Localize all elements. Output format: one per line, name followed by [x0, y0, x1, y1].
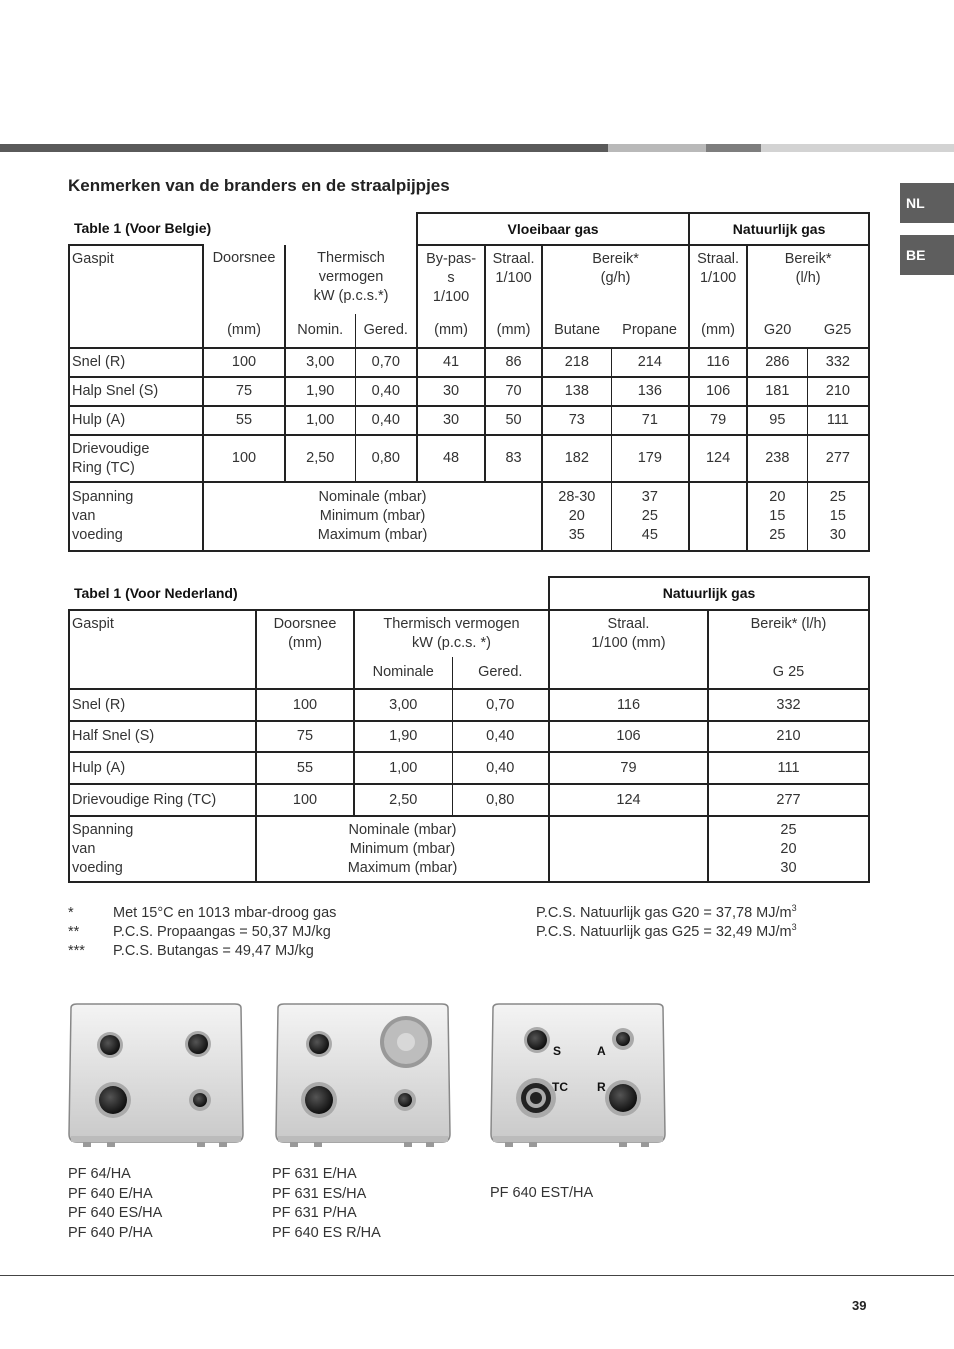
supply-value: 37 — [641, 489, 658, 505]
cell: 111 — [708, 752, 869, 784]
header-straal-nl — [549, 610, 708, 689]
cell: 70 — [485, 377, 542, 406]
supply-label-line: van — [72, 508, 96, 524]
sub-gered: Gered. — [355, 314, 417, 348]
footnote — [536, 904, 797, 923]
bar-segment-light — [608, 144, 706, 152]
supply-value: 28-30 — [558, 489, 596, 505]
sub-propane: Propane — [611, 314, 689, 348]
supply-value: 15 — [829, 508, 846, 524]
supply-row — [69, 482, 869, 551]
cell: 55 — [203, 406, 285, 435]
header-color-bar — [0, 144, 954, 152]
supply-value: 45 — [641, 527, 658, 543]
supply-value: 25 — [769, 527, 786, 543]
cell: 106 — [549, 721, 708, 752]
cell: 75 — [256, 721, 354, 752]
page-number: 39 — [852, 1298, 867, 1313]
table-row — [69, 348, 869, 377]
footnote — [68, 942, 336, 961]
header-straal-label: Straal. — [492, 251, 535, 267]
sub-g25: G25 — [807, 314, 869, 348]
hob-4-burner-image — [67, 1002, 245, 1152]
sub-mm-straal-nat: (mm) — [689, 314, 747, 348]
row-label-line: Drievoudige — [72, 440, 150, 457]
sub-nominale: Nominale — [354, 657, 452, 689]
footnote — [536, 923, 797, 942]
table-row — [69, 721, 869, 752]
header-straal-nl-unit: 1/100 (mm) — [591, 635, 666, 651]
cell: 124 — [689, 435, 747, 482]
model-item: PF 631 E/HA — [272, 1166, 357, 1182]
supply-value: 30 — [780, 859, 797, 876]
cell: 73 — [542, 406, 611, 435]
model-item: PF 64/HA — [68, 1166, 131, 1182]
header-bereik-liquid-label: Bereik* — [592, 251, 639, 267]
footnote-mark: * — [68, 905, 74, 921]
supply-value: 35 — [568, 527, 585, 543]
header-thermisch: Thermisch — [317, 250, 385, 266]
header-straal-nl-label: Straal. — [607, 616, 650, 632]
supply-desc-line: Minimum (mbar) — [319, 508, 426, 524]
table-row — [69, 435, 869, 482]
hob-triple-ring-image — [489, 1002, 667, 1152]
supply-value: 25 — [829, 489, 846, 505]
supply-label-line: voeding — [72, 527, 123, 543]
model-list-3 — [490, 1184, 593, 1204]
cell: 138 — [542, 377, 611, 406]
supply-desc-line: Maximum (mbar) — [317, 527, 428, 543]
sub-nomin: Nomin. — [285, 314, 355, 348]
cell: 181 — [747, 377, 807, 406]
supply-row — [69, 816, 869, 882]
cell: 0,80 — [452, 784, 549, 816]
group-vloeibaar-gas: Vloeibaar gas — [417, 213, 689, 245]
cell: 41 — [417, 348, 485, 377]
cell: 238 — [747, 435, 807, 482]
cell: 1,90 — [354, 721, 452, 752]
cell: 136 — [611, 377, 689, 406]
sub-gered-nl: Gered. — [452, 657, 549, 689]
cell: 71 — [611, 406, 689, 435]
table-row — [69, 406, 869, 435]
cell: 30 — [417, 406, 485, 435]
footnote-sup: 3 — [791, 922, 797, 933]
cell: 182 — [542, 435, 611, 482]
header-bypass-1: By-pas- — [426, 251, 477, 267]
row-label: Snel (R) — [69, 348, 203, 377]
burner-label-r: R — [597, 1080, 606, 1094]
header-vermogen: vermogen — [318, 269, 384, 285]
supply-value: 20 — [780, 840, 797, 857]
header-doorsnee-nl — [256, 610, 354, 689]
group-natuurlijk-gas: Natuurlijk gas — [689, 213, 869, 245]
header-bereik-nl: Bereik* (l/h) — [708, 610, 869, 657]
cell: 30 — [417, 377, 485, 406]
row-label: Halp Snel (S) — [69, 377, 203, 406]
supply-value: 25 — [641, 508, 658, 524]
cell: 1,00 — [285, 406, 355, 435]
cell: 0,80 — [355, 435, 417, 482]
cell: 277 — [708, 784, 869, 816]
header-gaspit-nl: Gaspit — [69, 610, 256, 689]
supply-label-line: voeding — [72, 859, 123, 876]
header-thermisch-nl-unit: kW (p.c.s. *) — [412, 635, 491, 651]
supply-g20 — [747, 482, 807, 551]
sub-mm-doorsnee: (mm) — [203, 314, 285, 348]
header-bypass — [417, 245, 485, 314]
footnote-text: P.C.S. Natuurlijk gas G20 = 37,78 MJ/m — [536, 905, 792, 921]
burner-label-tc: TC — [552, 1080, 568, 1094]
cell: 100 — [256, 689, 354, 721]
supply-desc-line: Maximum (mbar) — [347, 859, 458, 876]
header-straal-nat — [689, 245, 747, 314]
supply-desc-line: Minimum (mbar) — [349, 840, 456, 857]
model-item: PF 640 ES/HA — [68, 1205, 163, 1221]
bar-segment-mid — [706, 144, 761, 152]
cell: 2,50 — [354, 784, 452, 816]
table-row — [69, 689, 869, 721]
supply-desc-line: Nominale (mbar) — [318, 489, 427, 505]
cell: 0,70 — [452, 689, 549, 721]
model-item: PF 640 P/HA — [68, 1224, 153, 1241]
cell: 79 — [549, 752, 708, 784]
cell: 83 — [485, 435, 542, 482]
cell: 100 — [203, 435, 285, 482]
cell: 332 — [708, 689, 869, 721]
sub-mm-bypass: (mm) — [417, 314, 485, 348]
cell: 48 — [417, 435, 485, 482]
cell: 100 — [256, 784, 354, 816]
hob-3-burner-plate-image — [274, 1002, 452, 1152]
footnotes-left — [68, 904, 336, 961]
sub-g25-nl: G 25 — [708, 657, 869, 689]
cell: 277 — [807, 435, 869, 482]
footnote — [68, 923, 336, 942]
cell: 79 — [689, 406, 747, 435]
footnote-text: P.C.S. Butangas = 49,47 MJ/kg — [113, 943, 314, 959]
supply-label-line: Spanning — [72, 489, 134, 505]
header-bereik-liquid — [542, 245, 689, 314]
sub-butane: Butane — [542, 314, 611, 348]
row-label: Half Snel (S) — [69, 721, 256, 752]
cell: 2,50 — [285, 435, 355, 482]
supply-label — [69, 482, 203, 551]
row-label: Hulp (A) — [69, 752, 256, 784]
cell: 111 — [807, 406, 869, 435]
supply-empty-nl — [549, 816, 708, 882]
cell: 0,40 — [452, 721, 549, 752]
cell: 218 — [542, 348, 611, 377]
table-nederland — [68, 576, 870, 883]
cell: 0,40 — [355, 406, 417, 435]
supply-propane — [611, 482, 689, 551]
row-label: Hulp (A) — [69, 406, 203, 435]
row-label-line: Ring (TC) — [72, 459, 135, 476]
header-bereik-nat-unit: (l/h) — [795, 270, 821, 286]
cell: 179 — [611, 435, 689, 482]
table-belgie-caption: Table 1 (Voor Belgie) — [74, 220, 212, 236]
footnote-text: P.C.S. Natuurlijk gas G25 = 32,49 MJ/m — [536, 924, 792, 940]
table-row — [69, 752, 869, 784]
footnote-mark: *** — [68, 943, 85, 959]
model-item: PF 631 ES/HA — [272, 1185, 367, 1202]
model-item: PF 631 P/HA — [272, 1205, 357, 1221]
model-item: PF 640 E/HA — [68, 1185, 153, 1202]
section-title: Kenmerken van de branders en de straalpijpjes — [68, 176, 450, 195]
supply-g25 — [807, 482, 869, 551]
cell: 86 — [485, 348, 542, 377]
footnote-text: Met 15°C en 1013 mbar-droog gas — [113, 905, 337, 921]
model-list-1 — [68, 1165, 162, 1243]
footnote-mark: ** — [68, 924, 80, 940]
model-item: PF 640 EST/HA — [490, 1185, 594, 1201]
burner-label-s: S — [553, 1044, 562, 1058]
header-doorsnee-nl-label: Doorsnee — [273, 616, 337, 632]
group-natuurlijk-gas-nl: Natuurlijk gas — [549, 577, 869, 610]
cell: 100 — [203, 348, 285, 377]
cell: 332 — [807, 348, 869, 377]
cell: 0,40 — [355, 377, 417, 406]
lang-tab-be[interactable]: BE — [900, 235, 954, 275]
supply-empty — [689, 482, 747, 551]
supply-label-nl — [69, 816, 256, 882]
supply-desc-nl — [256, 816, 549, 882]
cell: 116 — [689, 348, 747, 377]
sub-g20: G20 — [747, 314, 807, 348]
table-nederland-caption: Tabel 1 (Voor Nederland) — [74, 584, 238, 601]
cell: 1,00 — [354, 752, 452, 784]
header-bypass-2: s — [447, 270, 455, 286]
supply-desc — [203, 482, 542, 551]
supply-value: 20 — [769, 489, 786, 505]
header-bereik-liquid-unit: (g/h) — [600, 270, 631, 286]
model-list-2 — [272, 1165, 381, 1243]
cell: 124 — [549, 784, 708, 816]
header-bereik-nat-label: Bereik* — [784, 251, 832, 267]
cell: 3,00 — [354, 689, 452, 721]
supply-butane — [542, 482, 611, 551]
supply-value: 25 — [780, 821, 797, 838]
supply-label-line: Spanning — [72, 821, 134, 838]
cell: 106 — [689, 377, 747, 406]
bar-segment-pale — [761, 144, 954, 152]
model-item: PF 640 ES R/HA — [272, 1224, 381, 1241]
bar-segment-dark — [0, 144, 608, 152]
header-doorsnee-nl-unit: (mm) — [288, 635, 322, 651]
cell: 210 — [708, 721, 869, 752]
header-thermisch-nl-label: Thermisch vermogen — [383, 616, 520, 632]
footnote-sup: 3 — [791, 903, 797, 914]
supply-label-line: van — [72, 840, 96, 857]
table-row — [69, 377, 869, 406]
cell: 55 — [256, 752, 354, 784]
cell: 95 — [747, 406, 807, 435]
header-kw: kW (p.c.s.*) — [313, 288, 389, 304]
footnotes-right — [536, 904, 797, 942]
burner-label-a: A — [597, 1044, 606, 1058]
header-straal-frac: 1/100 — [495, 270, 532, 286]
cell: 0,40 — [452, 752, 549, 784]
header-straal-nat-frac: 1/100 — [699, 270, 737, 286]
header-thermisch-vermogen — [285, 245, 417, 314]
header-thermisch-nl — [354, 610, 549, 657]
table-row — [69, 784, 869, 816]
cell: 214 — [611, 348, 689, 377]
cell: 3,00 — [285, 348, 355, 377]
sub-mm-straal: (mm) — [485, 314, 542, 348]
supply-desc-line: Nominale (mbar) — [348, 821, 457, 838]
row-label: Drievoudige Ring (TC) — [69, 784, 256, 816]
cell: 286 — [747, 348, 807, 377]
cell: 116 — [549, 689, 708, 721]
supply-value: 30 — [829, 527, 846, 543]
header-doorsnee: Doorsnee — [212, 250, 276, 266]
header-bereik-nat — [747, 245, 869, 314]
supply-value: 20 — [568, 508, 585, 524]
cell: 1,90 — [285, 377, 355, 406]
supply-value: 15 — [769, 508, 786, 524]
cell: 50 — [485, 406, 542, 435]
footnote-text: P.C.S. Propaangas = 50,37 MJ/kg — [113, 924, 331, 940]
header-straal-nat-label: Straal. — [697, 251, 740, 267]
lang-tab-nl[interactable]: NL — [900, 183, 954, 223]
table-belgie — [68, 212, 870, 552]
footer-divider — [0, 1275, 954, 1276]
row-label: Snel (R) — [69, 689, 256, 721]
header-straal — [485, 245, 542, 314]
header-gaspit: Gaspit — [69, 245, 203, 348]
header-bypass-3: 1/100 — [432, 289, 470, 305]
cell: 75 — [203, 377, 285, 406]
supply-g25-nl — [708, 816, 869, 882]
row-label — [69, 435, 203, 482]
footnote — [68, 904, 336, 923]
cell: 210 — [807, 377, 869, 406]
cell: 0,70 — [355, 348, 417, 377]
